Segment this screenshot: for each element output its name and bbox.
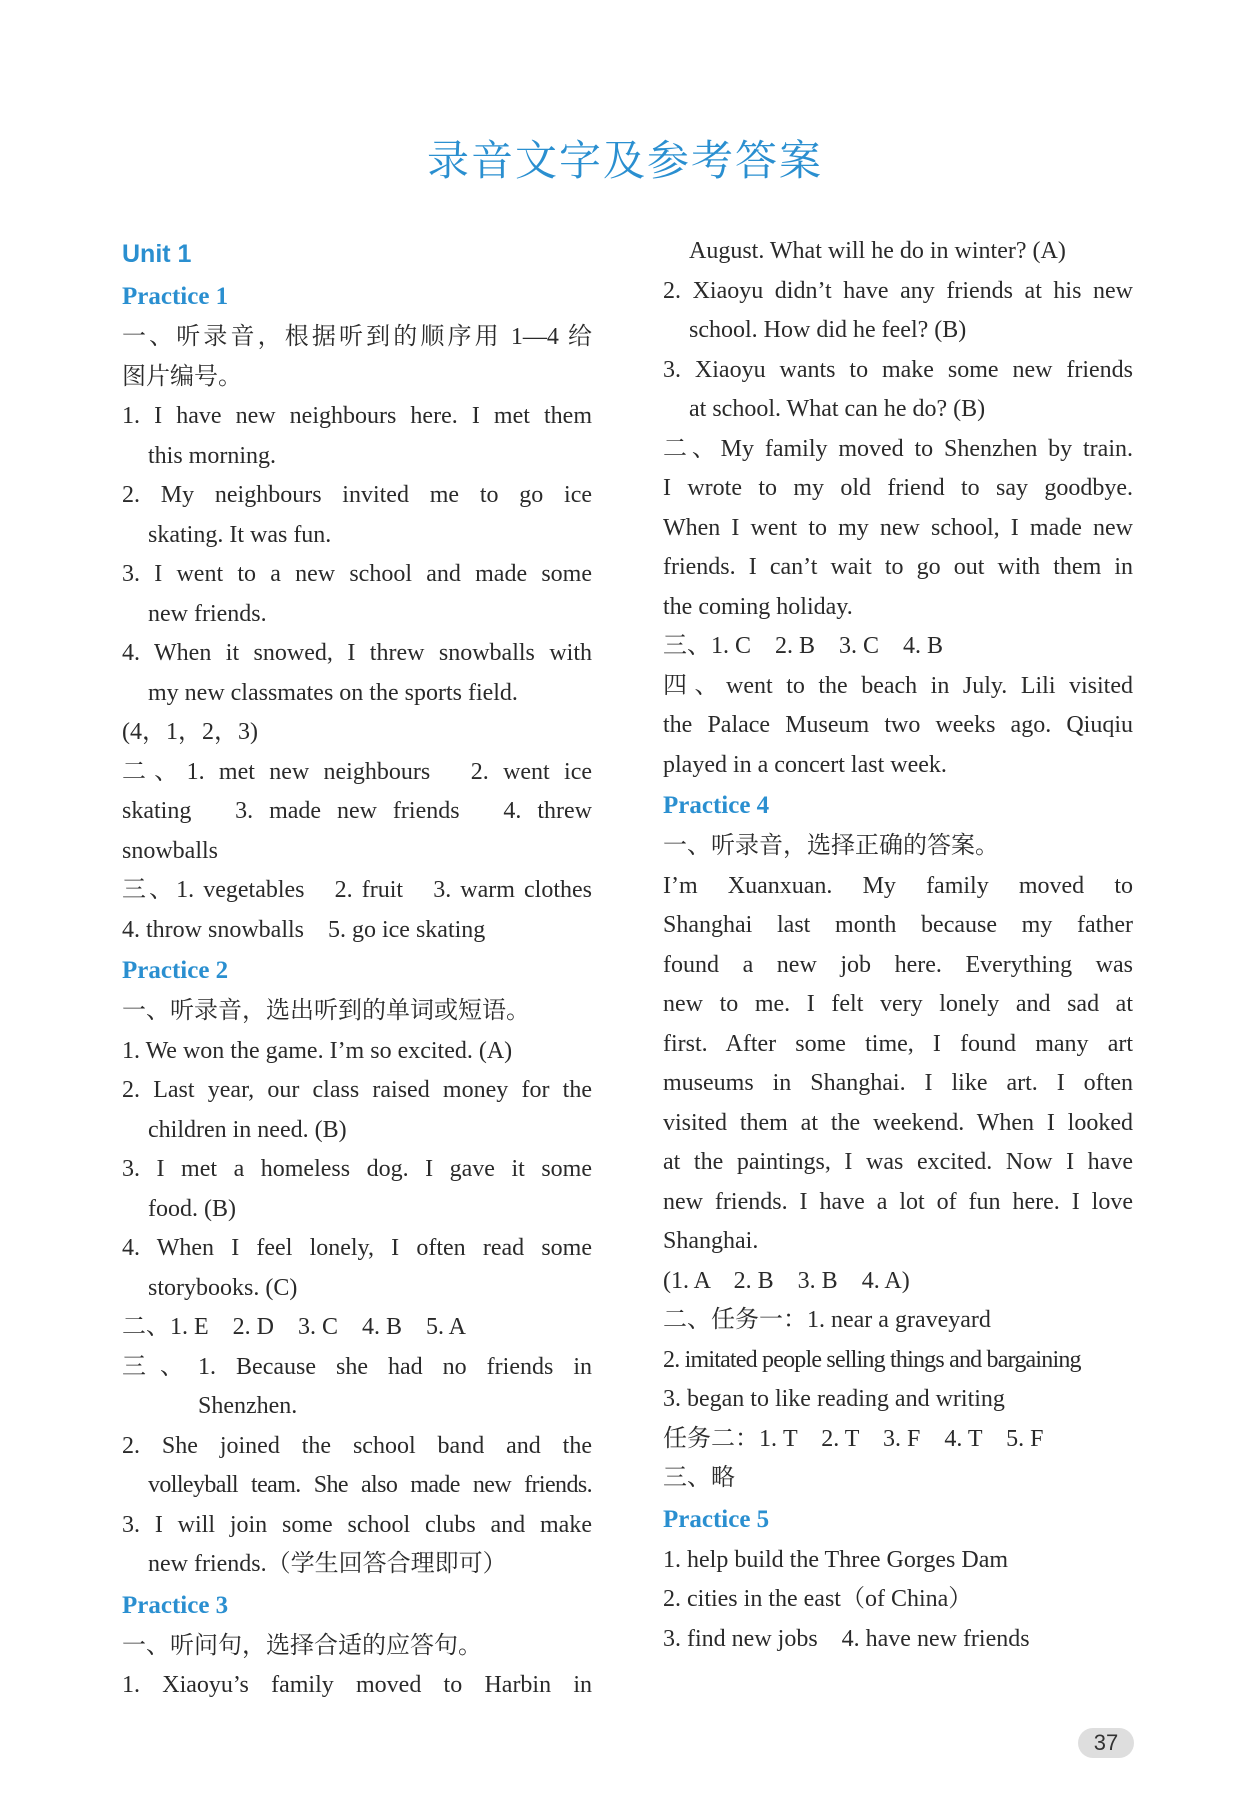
practice-2-body [122, 992, 592, 1585]
text-line: school. How did he feel? (B) [689, 317, 967, 343]
text-line: 三、略 [663, 1465, 735, 1491]
text-line: skating. It was fun. [148, 521, 332, 548]
text-line: 1. help build the Three Gorges Dam [663, 1546, 1009, 1573]
text-line: 一、听录音，选出听到的单词或短语。 [122, 998, 530, 1024]
text-line: 1. Xiaoyu’s family moved to Harbin in [122, 1672, 592, 1698]
text-line: 4. throw snowballs 5. go ice skating [122, 916, 486, 943]
unit-heading: Unit 1 [122, 240, 192, 268]
text-line: found a new job here. Everything was [663, 951, 1133, 978]
text-line: 二、My family moved to Shenzhen by train. [663, 435, 1133, 462]
right-column [663, 232, 1133, 1659]
text-line: new friends. [148, 600, 267, 627]
practice-3-body [122, 1627, 592, 1706]
text-line: 3. find new jobs 4. have new friends [663, 1625, 1030, 1652]
text-line: 2. My neighbours invited me to go ice [122, 482, 592, 508]
text-line: 二、任务一：1. near a graveyard [663, 1307, 991, 1333]
practice-1-heading: Practice 1 [122, 283, 229, 310]
text-line: 三、1. vegetables 2. fruit 3. warm clothes [122, 877, 592, 903]
practice-2-heading: Practice 2 [122, 957, 229, 984]
text-line: new to me. I felt very lonely and sad at [663, 991, 1133, 1017]
text-line: August. What will he do in winter? (A) [689, 238, 1066, 264]
text-line: new friends. I have a lot of fun here. I love [663, 1188, 1133, 1215]
text-line: 2. cities in the east（of China） [663, 1586, 973, 1612]
text-line: 3. I will join some school clubs and make [122, 1511, 592, 1538]
text-line: 4. When I feel lonely, I often read some [122, 1235, 592, 1261]
practice-5-body [663, 1541, 1133, 1660]
page-title: 录音文字及参考答案 [426, 136, 823, 185]
text-line: 三、1. C 2. B 3. C 4. B [663, 633, 944, 659]
page-number: 37 [1078, 1728, 1134, 1758]
text-line: 图片编号。 [122, 363, 242, 390]
text-line: new friends.（学生回答合理即可） [148, 1551, 507, 1577]
practice-5-heading: Practice 5 [663, 1505, 770, 1533]
text-line: 3. I went to a new school and made some [122, 561, 592, 587]
text-line: 4. When it snowed, I threw snowballs with [122, 640, 592, 666]
text-line: storybooks. (C) [148, 1274, 298, 1301]
text-line: 1. I have new neighbours here. I met them [122, 403, 592, 429]
text-line: skating 3. made new friends 4. threw [122, 798, 592, 824]
text-line: (1. A 2. B 3. B 4. A) [663, 1267, 910, 1294]
text-line: visited them at the weekend. When I looked [663, 1109, 1133, 1136]
text-line: museums in Shanghai. I like art. I often [663, 1070, 1133, 1096]
text-line: the coming holiday. [663, 593, 853, 620]
text-line: volleyball team. She also made new friends. [148, 1472, 592, 1498]
text-line: at school. What can he do? (B) [689, 396, 986, 422]
text-line: 一、听录音，选择正确的答案。 [663, 833, 999, 859]
text-line: 2. Xiaoyu didn’t have any friends at his new [663, 277, 1133, 304]
text-line: 3. I met a homeless dog. I gave it some [122, 1156, 592, 1182]
text-line: first. After some time, I found many art [663, 1030, 1133, 1057]
practice-1-body [122, 318, 592, 950]
text-line: 二、1. E 2. D 3. C 4. B 5. A [122, 1314, 467, 1340]
text-line: Shanghai last month because my father [663, 912, 1133, 938]
text-line: this morning. [148, 442, 277, 469]
text-line: 2. She joined the school band and the [122, 1432, 592, 1459]
text-line: at the paintings, I was excited. Now I have [663, 1149, 1133, 1175]
text-line: 3. began to like reading and writing [663, 1386, 1005, 1412]
text-line: 任务二：1. T 2. T 3. F 4. T 5. F [663, 1425, 1044, 1452]
practice-3-continued [663, 232, 1133, 785]
text-line: friends. I can’t wait to go out with them in [663, 554, 1133, 580]
text-line: 一、听录音，根据听到的顺序用 1—4 给 [122, 324, 592, 350]
practice-4-heading: Practice 4 [663, 792, 770, 819]
practice-4-body [663, 827, 1133, 1499]
left-column [122, 232, 592, 1706]
text-line: the Palace Museum two weeks ago. Qiuqiu [663, 712, 1133, 738]
text-line: 2. imitated people selling things and bargaining [663, 1346, 1081, 1373]
practice-3-heading: Practice 3 [122, 1591, 229, 1619]
text-line: snowballs [122, 837, 218, 864]
text-line: my new classmates on the sports field. [148, 679, 518, 706]
text-line: 三、1. Because she had no friends in [122, 1353, 592, 1380]
text-line: played in a concert last week. [663, 751, 947, 778]
text-line: (4，1，2，3) [122, 719, 258, 745]
text-line: 一、听问句，选择合适的应答句。 [122, 1632, 482, 1659]
text-line: Shanghai. [663, 1228, 759, 1254]
text-line: I wrote to my old friend to say goodbye. [663, 475, 1133, 501]
text-line: When I went to my new school, I made new [663, 514, 1133, 541]
text-line: 2. Last year, our class raised money for the [122, 1077, 592, 1103]
text-line: children in need. (B) [148, 1116, 347, 1143]
text-line: 二、1. met new neighbours 2. went ice [122, 758, 592, 785]
text-line: Shenzhen. [198, 1393, 298, 1419]
text-line: 3. Xiaoyu wants to make some new friends [663, 356, 1133, 383]
text-line: 1. We won the game. I’m so excited. (A) [122, 1037, 513, 1064]
text-line: food. (B) [148, 1195, 236, 1222]
text-line: I’m Xuanxuan. My family moved to [663, 872, 1133, 899]
text-line: 四、went to the beach in July. Lili visited [663, 672, 1133, 699]
